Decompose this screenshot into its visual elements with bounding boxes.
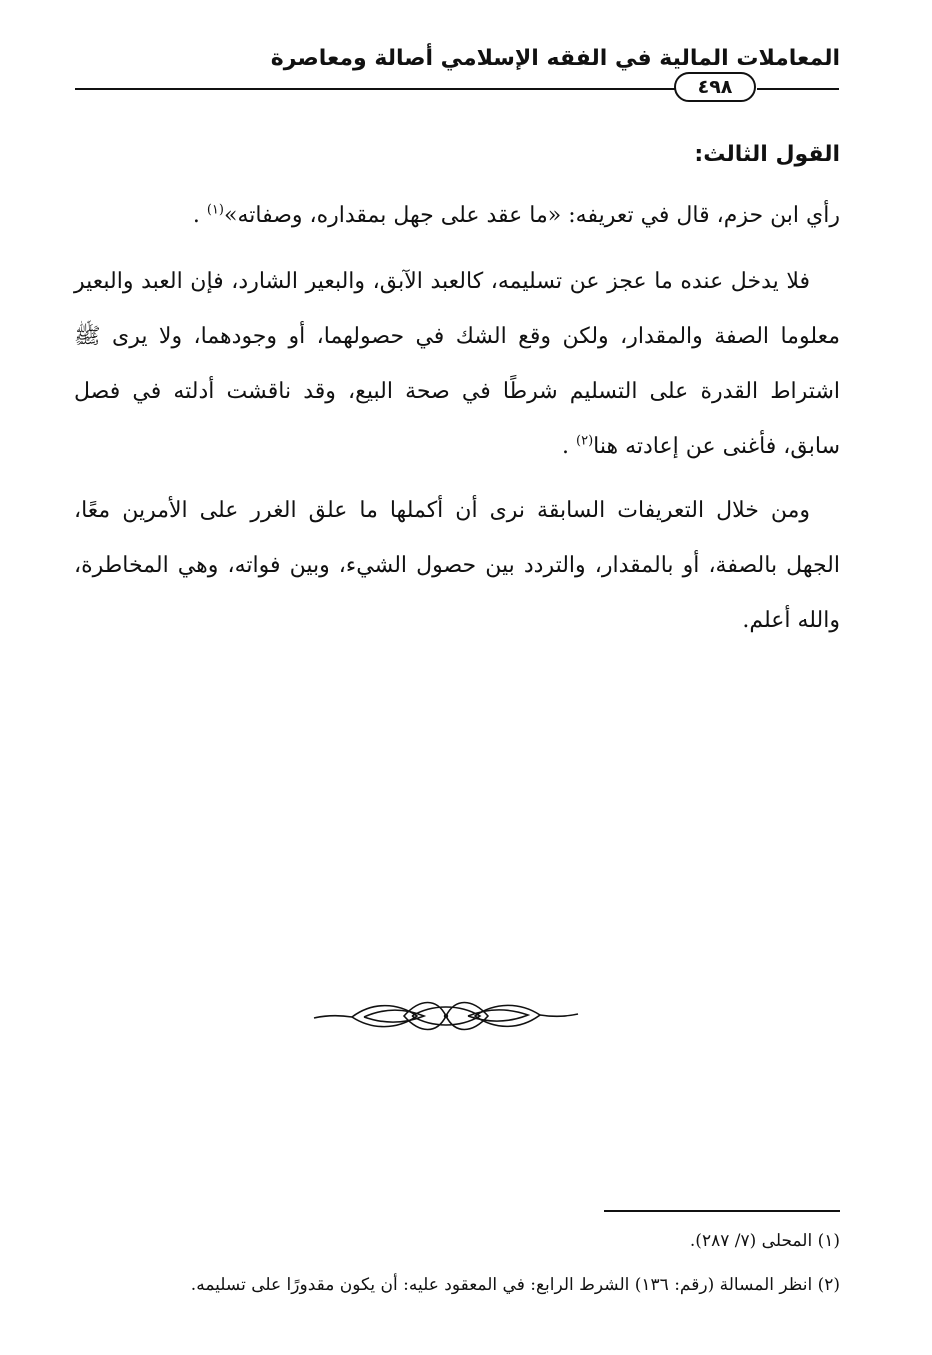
section-heading: القول الثالث: <box>694 142 840 167</box>
paragraph-2-end: . <box>562 434 569 459</box>
paragraph-1-text: رأي ابن حزم، قال في تعريفه: «ما عقد على جهل بمقداره، وصفاته» <box>223 203 840 228</box>
decorative-divider-icon <box>312 996 580 1036</box>
running-title: المعاملات المالية في الفقه الإسلامي أصالة ومعاصرة <box>270 46 840 71</box>
footnote-2-text: انظر المسالة (رقم: ١٣٦) الشرط الرابع: في المعقود عليه: أن يكون مقدورًا على تسليمه. <box>190 1275 813 1295</box>
footnote-rule <box>604 1210 840 1212</box>
footnote-1-text: المحلى (٧/ ٢٨٧). <box>689 1231 813 1251</box>
footnote-1-marker: (١) <box>817 1231 840 1251</box>
page-number-text: ٤٩٨ <box>697 75 733 98</box>
paragraph-2 <box>74 254 840 474</box>
footnote-ref-1: (١) <box>206 202 224 218</box>
paragraph-1-end: . <box>192 203 200 228</box>
footnote-ref-2: (٢) <box>576 433 594 449</box>
paragraph-3-text: ومن خلال التعريفات السابقة نرى أن أكملها ما علق الغرر على الأمرين معًا، الجهل بالصفة، أو بالمقدار، والتردد بين حصول الشيء، وبين فواته، وهي المخاطرة، والله أعلم. <box>74 498 840 633</box>
paragraph-1 <box>74 188 840 243</box>
header-rule-right <box>757 88 839 90</box>
page-number <box>674 72 756 102</box>
footnote-2-marker: (٢) <box>817 1275 840 1295</box>
paragraph-3 <box>74 483 840 648</box>
footnote-1 <box>690 1226 840 1256</box>
footnote-2 <box>191 1270 840 1300</box>
header-rule-left <box>75 88 675 90</box>
paragraph-2-text: فلا يدخل عنده ما عجز عن تسليمه، كالعبد الآبق، والبعير الشارد، فإن العبد والبعير معلوما الصفة والمقدار، ولكن وقع الشك في حصولهما، أو وجودهما، ولا يرى ﷺ اشتراط القدرة على التسليم شرطًا في صحة البيع، وقد ناقشت أدلته في فصل سابق، فأغنى عن إعادته هنا <box>74 269 840 459</box>
